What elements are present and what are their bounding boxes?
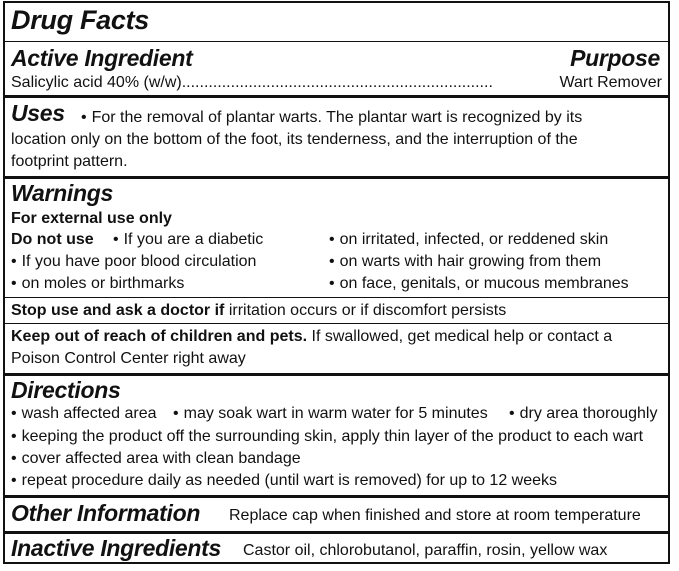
active-ingredient-row [11, 73, 662, 93]
keep-out-line: Keep out of reach of children and pets. If swallowed, get medical help or contact a [11, 328, 613, 345]
warnings-heading: Warnings [11, 180, 113, 206]
directions-heading: Directions [11, 377, 121, 403]
divider [5, 373, 668, 376]
warning-item: • If you are a diabetic [113, 231, 263, 249]
direction-item: • repeat procedure daily as needed (until wart is removed) for up to 12 weeks [11, 471, 662, 491]
warning-item: • on moles or birthmarks [11, 275, 184, 293]
uses-heading: Uses [11, 100, 65, 126]
warning-item: • on warts with hair growing from them [329, 253, 601, 271]
other-information-heading: Other Information [11, 500, 201, 526]
ingredient-name: Salicylic acid 40% (w/w) [11, 74, 182, 91]
direction-item: • keeping the product off the surrounding skin, apply thin layer of the product to each wart [11, 427, 662, 447]
uses-text-line3: footprint pattern. [11, 153, 128, 170]
warning-item: • on face, genitals, or mucous membranes [329, 275, 629, 293]
do-not-use-label: Do not use [11, 231, 94, 248]
keep-out-line2: Poison Control Center right away [11, 350, 246, 367]
divider [5, 323, 668, 324]
warning-item: • on irritated, infected, or reddened skin [329, 231, 608, 249]
external-use-only: For external use only [11, 210, 172, 227]
direction-item: • dry area thoroughly [509, 405, 657, 423]
leader-dots: ...................................................................... [181, 74, 493, 91]
divider [5, 41, 668, 42]
direction-item: • cover affected area with clean bandage [11, 449, 662, 469]
inactive-ingredients-text: Castor oil, chlorobutanol, paraffin, rosin, yellow wax [243, 542, 608, 559]
divider [5, 531, 668, 534]
divider [5, 95, 668, 98]
divider [5, 495, 668, 498]
divider [5, 176, 668, 179]
direction-item: • may soak wart in warm water for 5 minutes [173, 405, 488, 423]
stop-use-line: Stop use and ask a doctor if irritation occurs or if discomfort persists [11, 302, 507, 319]
warning-item: • If you have poor blood circulation [11, 253, 256, 271]
divider [5, 297, 668, 298]
drug-facts-panel [3, 1, 670, 564]
page-title: Drug Facts [11, 5, 150, 35]
ingredient-purpose: Wart Remover [559, 74, 662, 91]
uses-text-line2: location only on the bottom of the foot, its tenderness, and the interruption of the [11, 131, 578, 148]
purpose-heading: Purpose [570, 45, 660, 71]
uses-text-line1: • For the removal of plantar warts. The plantar wart is recognized by its [81, 108, 662, 128]
direction-item: • wash affected area [11, 405, 157, 423]
inactive-ingredients-heading: Inactive Ingredients [11, 535, 222, 561]
other-information-text: Replace cap when finished and store at room temperature [229, 507, 641, 524]
active-ingredient-heading: Active Ingredient [11, 45, 193, 71]
